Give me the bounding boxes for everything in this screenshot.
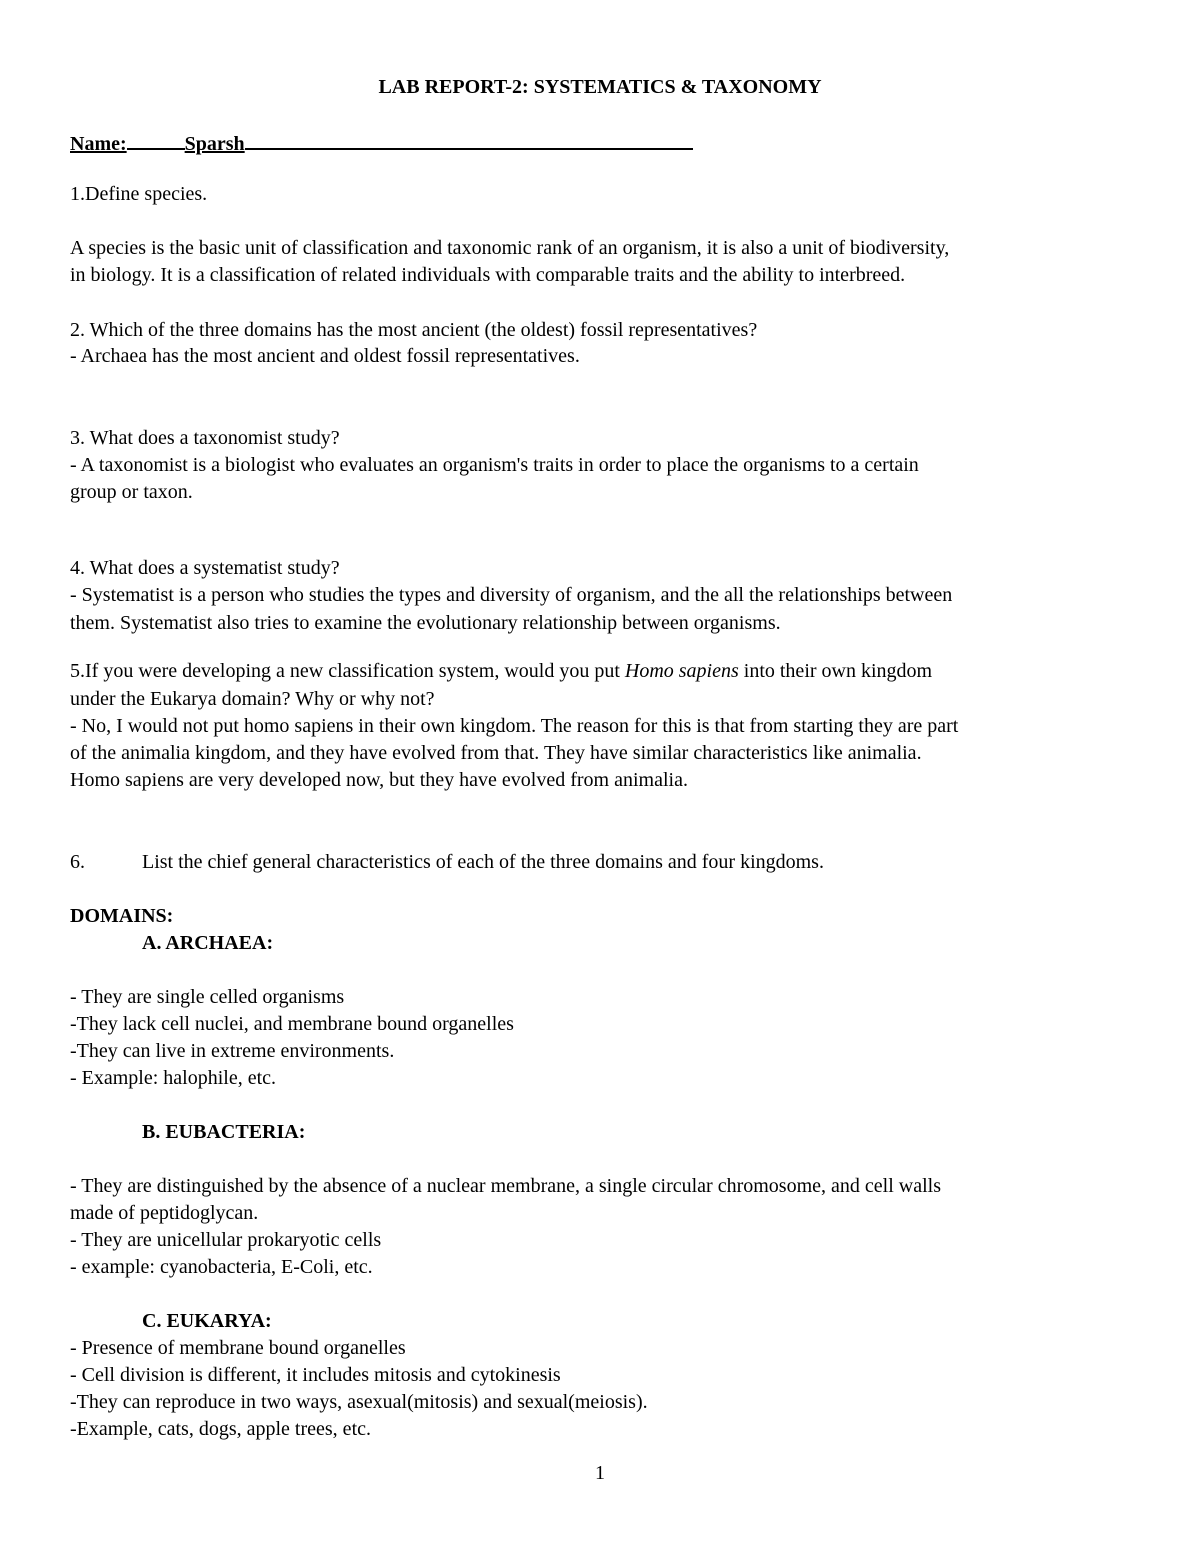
q5-answer-line-3: Homo sapiens are very developed now, but they have evolved from animalia.	[70, 769, 688, 791]
name-label: Name:	[70, 133, 127, 155]
archaea-line-3: -They can live in extreme environments.	[70, 1040, 395, 1062]
archaea-line-1: - They are single celled organisms	[70, 986, 345, 1008]
eubacteria-line-4: - example: cyanobacteria, E-Coli, etc.	[70, 1256, 373, 1278]
eukarya-line-1: - Presence of membrane bound organelles	[70, 1337, 406, 1359]
q5-question-post: into their own kingdom	[738, 660, 933, 682]
q1-question: 1.Define species.	[70, 183, 208, 205]
eukarya-line-2: - Cell division is different, it includes mitosis and cytokinesis	[70, 1364, 561, 1386]
domains-heading: DOMAINS:	[70, 905, 174, 927]
archaea-line-4: - Example: halophile, etc.	[70, 1067, 277, 1089]
name-line	[70, 130, 693, 156]
document-title: LAB REPORT-2: SYSTEMATICS & TAXONOMY	[378, 76, 822, 98]
eubacteria-line-2: made of peptidoglycan.	[70, 1202, 259, 1224]
eukarya-line-3: -They can reproduce in two ways, asexual(mitosis) and sexual(meiosis).	[70, 1391, 648, 1413]
name-underline-post	[245, 130, 693, 150]
q4-answer-line-1: - Systematist is a person who studies the types and diversity of organism, and the all the relationships between	[70, 584, 953, 606]
q1-answer-line-2: in biology. It is a classification of related individuals with comparable traits and the ability to interbreed.	[70, 264, 906, 286]
q5-question-line-1	[70, 661, 932, 681]
eukarya-heading: C. EUKARYA:	[142, 1310, 272, 1332]
q2-answer-line-1: - Archaea has the most ancient and oldest fossil representatives.	[70, 345, 580, 367]
q1-answer-line-1: A species is the basic unit of classification and taxonomic rank of an organism, it is also a unit of biodiversity,	[70, 237, 950, 259]
name-underline-pre	[127, 130, 185, 150]
q3-answer-line-1: - A taxonomist is a biologist who evaluates an organism's traits in order to place the organisms to a certain	[70, 454, 919, 476]
archaea-line-2: -They lack cell nuclei, and membrane bound organelles	[70, 1013, 514, 1035]
q5-question-pre: 5.If you were developing a new classification system, would you put	[70, 660, 625, 682]
q2-question: 2. Which of the three domains has the most ancient (the oldest) fossil representatives?	[70, 319, 758, 341]
page-number: 1	[595, 1462, 605, 1484]
q5-question-line-2: under the Eukarya domain? Why or why not?	[70, 688, 435, 710]
q4-question: 4. What does a systematist study?	[70, 557, 340, 579]
archaea-heading: A. ARCHAEA:	[142, 932, 274, 954]
q5-question-italic: Homo sapiens	[624, 660, 739, 682]
q3-answer-line-2: group or taxon.	[70, 481, 193, 503]
eubacteria-heading: B. EUBACTERIA:	[142, 1121, 306, 1143]
eubacteria-line-1: - They are distinguished by the absence of a nuclear membrane, a single circular chromosome, and cell walls	[70, 1175, 941, 1197]
q3-question: 3. What does a taxonomist study?	[70, 427, 340, 449]
q6-number: 6.	[70, 851, 85, 873]
q4-answer-line-2: them. Systematist also tries to examine the evolutionary relationship between organisms.	[70, 612, 781, 634]
eukarya-line-4: -Example, cats, dogs, apple trees, etc.	[70, 1418, 371, 1440]
q5-answer-line-1: - No, I would not put homo sapiens in their own kingdom. The reason for this is that from starting they are part	[70, 715, 959, 737]
q5-answer-line-2: of the animalia kingdom, and they have evolved from that. They have similar characteristics like animalia.	[70, 742, 922, 764]
q6-question: List the chief general characteristics of each of the three domains and four kingdoms.	[142, 851, 824, 873]
name-value: Sparsh	[184, 133, 245, 155]
eubacteria-line-3: - They are unicellular prokaryotic cells	[70, 1229, 382, 1251]
